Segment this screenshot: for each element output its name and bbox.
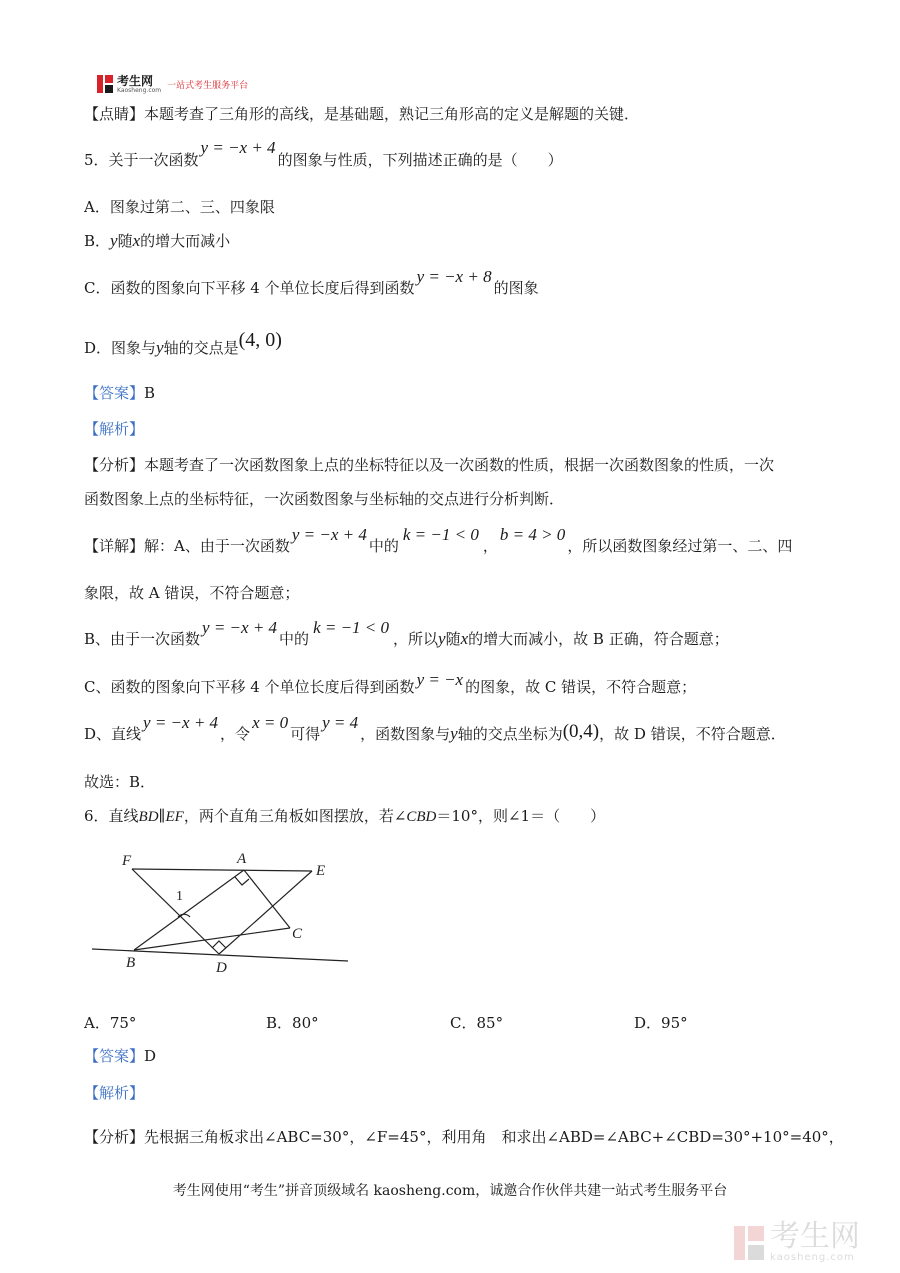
q5-b-math1: y = −x + 4 <box>202 618 278 637</box>
q4-tip: 【点睛】本题考查了三角形的高线，是基础题，熟记三角形高的定义是解题的关键． <box>84 105 640 123</box>
q5-option-b-x: x <box>132 231 141 250</box>
q5-option-c <box>84 267 539 298</box>
q5-answer-value: B <box>144 384 156 402</box>
q5-stem-post: 的图象与性质，下列描述正确的是（ ） <box>277 151 563 169</box>
q5-b-pre: B、由于一次函数 <box>84 630 201 648</box>
q6-option-a: A．75° <box>84 1014 137 1032</box>
q5-d-y: y <box>450 724 458 743</box>
q5-b-y: y <box>438 629 446 648</box>
q6-stem-parallel: ∥ <box>158 807 166 825</box>
logo-slogan: 一站式考生服务平台 <box>167 80 249 91</box>
q5-option-d <box>84 329 282 358</box>
q5-detail-comma: ， <box>482 537 498 555</box>
q5-d-mid1: ，令 <box>220 725 251 743</box>
label-f: F <box>122 853 132 869</box>
triangle-ba <box>134 870 244 950</box>
q5-b-post3: 的增大而减小，故 B 正确，符合题意； <box>468 630 729 648</box>
label-d: D <box>216 960 227 976</box>
q5-option-c-pre: C．函数的图象向下平移 4 个单位长度后得到函数 <box>84 279 415 297</box>
q5-b-x: x <box>460 629 469 648</box>
q6-stem-bd: BD <box>138 809 159 825</box>
q5-d-math3: y = 4 <box>322 713 359 732</box>
q6-answer <box>84 1046 156 1066</box>
page-footer: 考生网使用“考生”拼音顶级域名 kaosheng.com，诚邀合作伙伴共建一站式考生服务平台 <box>172 1183 728 1199</box>
q5-option-d-math: (4, 0) <box>238 329 282 351</box>
q6-stem-post: ＝10°，则∠1＝（ ） <box>436 807 606 825</box>
q5-b-math2: k = −1 < 0 <box>313 618 390 637</box>
q5-option-d-pre: D．图象与 <box>84 339 157 357</box>
q5-b-post2: 随 <box>445 630 461 648</box>
q5-d-math1: y = −x + 4 <box>143 713 219 732</box>
q5-choose: 故选：B． <box>84 773 156 791</box>
watermark-url: kaosheng.com <box>770 1252 855 1263</box>
q5-d-mid2: 可得 <box>290 725 321 743</box>
q6-stem-mid: ，两个直角三角板如图摆放，若∠ <box>183 807 407 825</box>
watermark-text: 考生网 <box>770 1219 860 1254</box>
q5-fenxi-line1: 【分析】本题考查了一次函数图象上点的坐标特征以及一次函数的性质，根据一次函数图象的性质，一次 <box>84 456 775 474</box>
q6-answer-tag: 【答案】 <box>84 1047 145 1065</box>
q5-option-d-y: y <box>156 338 164 357</box>
q5-d-math4: (0,4) <box>562 721 600 742</box>
q6-stem-cbd: CBD <box>406 809 437 825</box>
q5-option-b-y: y <box>110 231 118 250</box>
q6-answer-value: D <box>144 1047 157 1065</box>
q6-stem <box>84 806 605 827</box>
q5-option-c-math: y = −x + 8 <box>416 267 492 286</box>
q5-stem-pre: 5．关于一次函数 <box>84 151 199 169</box>
watermark-logo-icon <box>734 1226 764 1260</box>
q6-fenxi: 【分析】先根据三角板求出∠ABC=30°，∠F=45°，利用角 和求出∠ABD=∠ABC+∠CBD=30°+10°=40°， <box>84 1128 844 1146</box>
q5-detail-c <box>84 670 697 697</box>
q5-answer <box>84 383 155 403</box>
label-a: A <box>237 851 247 867</box>
q5-option-d-mid: 轴的交点是 <box>163 339 239 357</box>
q5-answer-tag: 【答案】 <box>84 384 145 402</box>
q6-option-b: B．80° <box>266 1014 319 1032</box>
label-e: E <box>316 863 326 879</box>
q6-option-c: C．85° <box>450 1014 504 1032</box>
q5-detail-math2: k = −1 < 0 <box>402 525 479 544</box>
q5-detail-math3: b = 4 > 0 <box>499 525 566 544</box>
q5-detail-line2: 象限，故 A 错误，不符合题意； <box>84 584 300 602</box>
q6-analysis-tag: 【解析】 <box>84 1084 145 1102</box>
q5-detail-d <box>84 713 786 744</box>
q5-b-post1: ，所以 <box>393 630 439 648</box>
q5-detail-mid1: 中的 <box>368 537 399 555</box>
q5-d-math2: x = 0 <box>252 713 289 732</box>
q5-fenxi-line2: 函数图象上点的坐标特征，一次函数图象与坐标轴的交点进行分析判断． <box>84 490 565 508</box>
q5-d-mid4: 轴的交点坐标为 <box>457 725 563 743</box>
q5-stem-math: y = −x + 4 <box>200 138 276 157</box>
q5-detail-math1: y = −x + 4 <box>291 525 367 544</box>
q5-stem <box>84 138 563 170</box>
q5-option-b-label: B． <box>84 232 111 250</box>
q6-option-d: D．95° <box>634 1014 688 1032</box>
line-ef <box>132 869 312 871</box>
q5-option-b-mid: 随 <box>117 232 133 250</box>
label-c: C <box>292 926 303 942</box>
q5-b-mid: 中的 <box>279 630 310 648</box>
logo-icon <box>97 75 113 93</box>
q5-c-post: 的图象，故 C 错误，不符合题意； <box>465 678 697 696</box>
q5-option-b <box>84 231 230 251</box>
q5-detail-pre: 【详解】解：A、由于一次函数 <box>84 537 290 555</box>
q6-stem-pre: 6．直线 <box>84 807 139 825</box>
right-angle-a <box>235 877 249 885</box>
q5-d-post: ，故 D 错误，不符合题意． <box>599 725 786 743</box>
q5-analysis-tag: 【解析】 <box>84 420 145 438</box>
label-b: B <box>126 955 136 971</box>
q5-option-b-post: 的增大而减小 <box>140 232 231 250</box>
q5-option-a: A．图象过第二、三、四象限 <box>84 198 275 216</box>
q5-option-c-post: 的图象 <box>493 279 539 297</box>
q6-geometry-figure <box>84 845 364 980</box>
q5-c-pre: C、函数的图象向下平移 4 个单位长度后得到函数 <box>84 678 415 696</box>
q6-stem-ef: EF <box>165 809 184 825</box>
header-logo <box>97 73 248 95</box>
q5-d-pre: D、直线 <box>84 725 142 743</box>
watermark <box>734 1219 860 1263</box>
q5-detail-b <box>84 618 729 649</box>
q5-c-math: y = −x <box>416 670 464 689</box>
logo-brand: 考生网 <box>117 73 154 88</box>
label-angle-1: 1 <box>176 889 183 904</box>
triangle-ac <box>244 870 290 928</box>
q5-detail-post: ，所以函数图象经过第一、二、四 <box>567 537 793 555</box>
right-angle-d <box>212 941 226 948</box>
q5-detail-line1 <box>84 525 793 556</box>
q5-d-mid3: ，函数图象与 <box>360 725 451 743</box>
logo-url: Kaosheng.com <box>117 86 162 94</box>
